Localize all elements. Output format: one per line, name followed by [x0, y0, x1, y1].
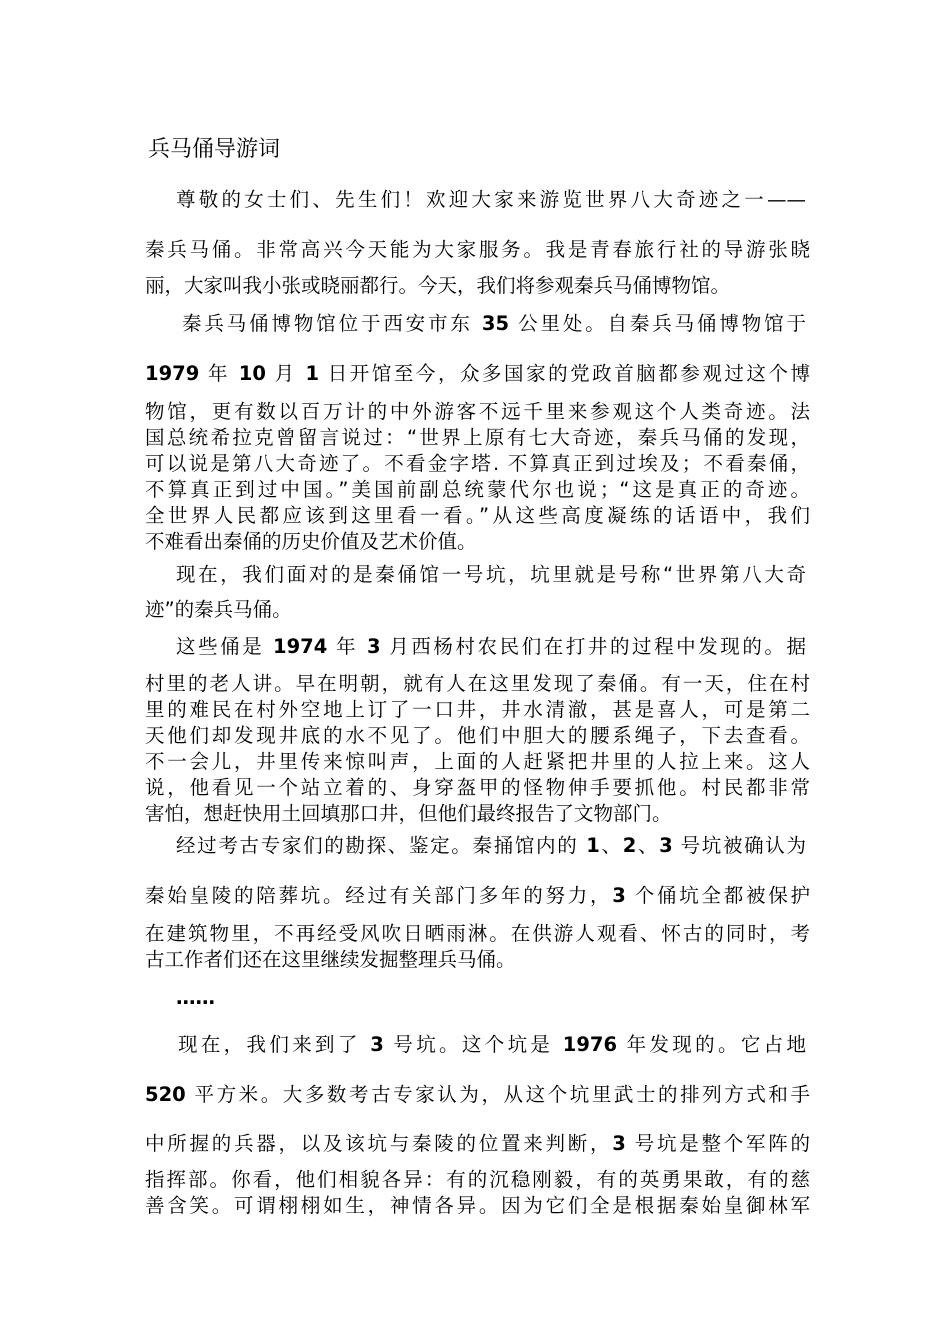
text-line: 520 平方米。大多数考古专家认为，从这个坑里武士的排列方式和手 [145, 1083, 810, 1106]
text-line: 国总统希拉克曾留言说过：“世界上原有七大奇迹，秦兵马俑的发现， [145, 426, 810, 449]
text-line: 物馆，更有数以百万计的中外游客不远千里来参观这个人类奇迹。法 [145, 400, 810, 423]
text-line: 里的难民在村外空地上订了一口井，井水清澈，甚是喜人，可是第二 [145, 698, 810, 721]
text-line: 不难看出秦俑的历史价值及艺术价值。 [145, 530, 477, 553]
document-title: 兵马俑导游词 [148, 137, 281, 162]
text-line: 善含笑。可谓栩栩如生，神情各异。因为它们全是根据秦始皇御林军 [145, 1194, 810, 1217]
text-line: 可以说是第八大奇迹了。不看金字塔. 不算真正到过埃及；不看秦俑， [145, 452, 810, 475]
text-line: 现在，我们来到了 3 号坑。这个坑是 1976 年发现的。它占地 [178, 1033, 806, 1056]
text-line: 不算真正到过中国。”美国前副总统蒙代尔也说；“这是真正的奇迹。 [145, 478, 810, 501]
text-line: 现在，我们面对的是秦俑馆一号坑，坑里就是号称“世界第八大奇 [176, 563, 806, 586]
text-line: 尊敬的女士们、先生们！欢迎大家来游览世界八大奇迹之一—— [176, 188, 806, 211]
text-line: 中所握的兵器，以及该坑与秦陵的位置来判断，3 号坑是整个军阵的 [145, 1132, 810, 1155]
ellipsis: …… [176, 986, 215, 1009]
text-line: 秦兵马俑。非常高兴今天能为大家服务。我是青春旅行社的导游张晓 [145, 238, 810, 261]
text-line: 在建筑物里，不再经受风吹日晒雨淋。在供游人观看、怀古的同时，考 [145, 922, 810, 945]
text-line: 1979 年 10 月 1 日开馆至今，众多国家的党政首脑都参观过这个博 [145, 362, 810, 385]
text-line: 村里的老人讲。早在明朝，就有人在这里发现了秦俑。有一天，住在村 [145, 672, 810, 695]
text-line: 天他们却发现井底的水不见了。他们中胆大的腰系绳子，下去查看。 [145, 724, 810, 747]
text-line: 不一会儿，井里传来惊叫声，上面的人赶紧把井里的人拉上来。这人 [145, 750, 810, 773]
text-line: 指挥部。你看，他们相貌各异：有的沉稳刚毅，有的英勇果敢，有的慈 [145, 1168, 810, 1191]
text-line: 古工作者们还在这里继续发掘整理兵马俑。 [145, 948, 516, 971]
text-line: 秦始皇陵的陪葬坑。经过有关部门多年的努力，3 个俑坑全都被保护 [145, 884, 810, 907]
text-line: 这些俑是 1974 年 3 月西杨村农民们在打井的过程中发现的。据 [176, 635, 806, 658]
text-line: 全世界人民都应该到这里看一看。”从这些高度凝练的话语中，我们 [145, 504, 810, 527]
text-line: 丽，大家叫我小张或晓丽都行。今天，我们将参观秦兵马俑博物馆。 [145, 274, 731, 297]
text-line: 迹”的秦兵马俑。 [145, 598, 292, 621]
text-line: 经过考古专家们的勘探、鉴定。秦捅馆内的 1、2、3 号坑被确认为 [176, 834, 806, 857]
text-line: 秦兵马俑博物馆位于西安市东 35 公里处。自秦兵马俑博物馆于 [182, 312, 806, 335]
text-line: 说，他看见一个站立着的、身穿盔甲的怪物伸手要抓他。村民都非常 [145, 776, 810, 799]
text-line: 害怕，想赶快用土回填那口井，但他们最终报告了文物部门。 [145, 802, 672, 825]
